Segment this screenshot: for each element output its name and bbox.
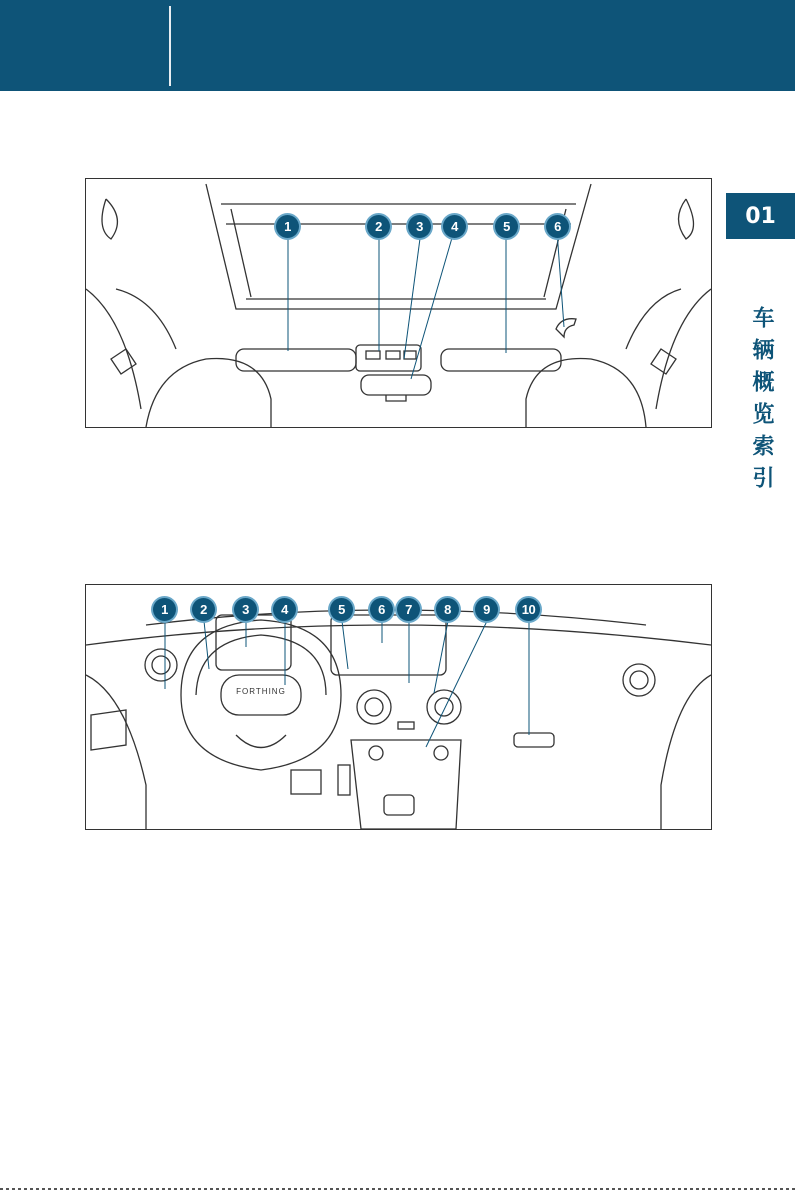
chapter-number-tab[interactable]: 01 [726,193,795,239]
header-bar [0,0,795,91]
roof-interior-drawing [86,179,711,427]
dash-callout-3: 3 [234,598,257,621]
dash-callout-5: 5 [330,598,353,621]
header-divider [169,6,171,86]
dash-callout-10: 10 [517,598,540,621]
chapter-title: 车辆概览索引 [749,306,774,498]
roof-callout-5: 5 [495,215,518,238]
dash-callout-7: 7 [397,598,420,621]
roof-callout-4: 4 [443,215,466,238]
roof-callout-6: 6 [546,215,569,238]
steering-wheel-badge: FORTHING [236,687,286,696]
dashboard-drawing [86,585,711,829]
roof-interior-figure [85,178,712,428]
dash-callout-9: 9 [475,598,498,621]
dash-callout-8: 8 [436,598,459,621]
roof-callout-2: 2 [367,215,390,238]
dash-callout-6: 6 [370,598,393,621]
dash-callout-2: 2 [192,598,215,621]
dashboard-figure [85,584,712,830]
dash-callout-4: 4 [273,598,296,621]
bottom-rule [0,1188,795,1190]
roof-callout-1: 1 [276,215,299,238]
dash-callout-1: 1 [153,598,176,621]
roof-callout-3: 3 [408,215,431,238]
